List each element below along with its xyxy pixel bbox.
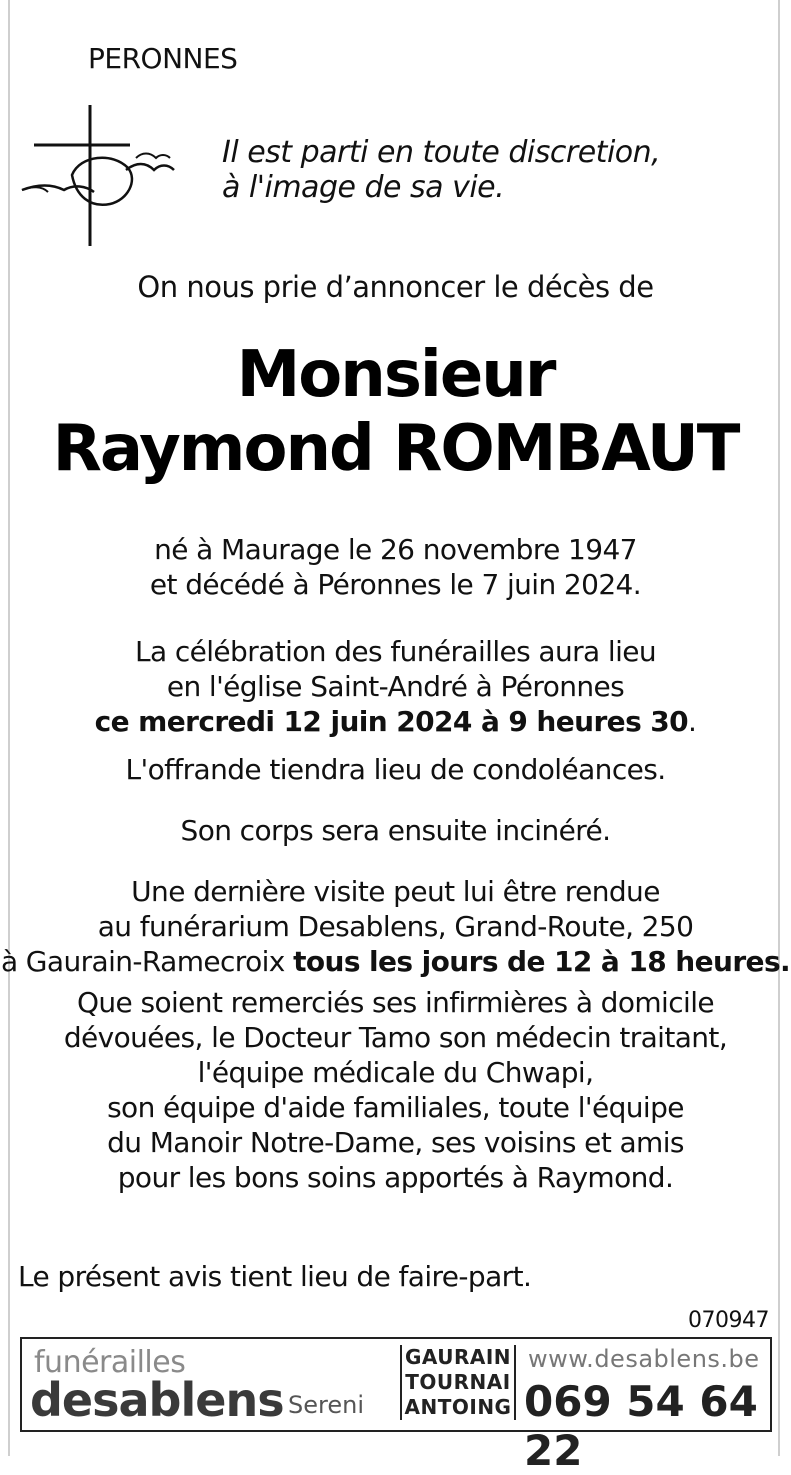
website-link[interactable]: www.desablens.be (528, 1345, 760, 1373)
visit-line-1: Une dernière visite peut lui être rendue (131, 875, 660, 908)
deceased-full-name: Raymond ROMBAUT (52, 412, 739, 486)
visit-hours: tous les jours de 12 à 18 heures. (293, 945, 791, 978)
thanks-line: son équipe d'aide familiales, toute l'équipe (107, 1091, 684, 1124)
birth-death-block (0, 532, 791, 602)
brand-tagline: funérailles (34, 1345, 186, 1380)
reference-number: 070947 (688, 1308, 769, 1333)
thanks-line: Que soient remerciés ses infirmières à domicile (76, 986, 715, 1019)
thanks-line: pour les bons soins apportés à Raymond. (117, 1161, 674, 1194)
city: GAURAIN (404, 1345, 512, 1369)
cremation-text: Son corps sera ensuite incinéré. (180, 814, 611, 847)
cities-list (400, 1345, 516, 1420)
deceased-title: Monsieur (236, 338, 555, 412)
birth-line: né à Maurage le 26 novembre 1947 (154, 533, 637, 566)
brand-sub: Sereni (288, 1391, 364, 1419)
epitaph-quote (222, 135, 660, 205)
cross-sun-birds-icon (18, 100, 178, 250)
thanks-line: l'équipe médicale du Chwapi, (197, 1056, 594, 1089)
thanks-line: dévouées, le Docteur Tamo son médecin traitant, (63, 1021, 728, 1054)
thanks-line: du Manoir Notre-Dame, ses voisins et amis (107, 1126, 684, 1159)
city: TOURNAI (405, 1370, 511, 1394)
funeral-home-banner (20, 1337, 772, 1475)
visit-line-3 (0, 944, 791, 979)
funeral-date: ce mercredi 12 juin 2024 à 9 heures 30 (94, 705, 689, 738)
visit-line-2: au funérarium Desablens, Grand-Route, 250 (97, 910, 694, 943)
announcement-text: On nous prie d’annoncer le décès de (137, 270, 654, 304)
deceased-name-block (0, 338, 791, 486)
quote-line: Il est parti en toute discretion, (222, 135, 661, 170)
death-line: et décédé à Péronnes le 7 juin 2024. (149, 568, 642, 601)
offering-text: L'offrande tiendra lieu de condoléances. (125, 753, 666, 786)
location-heading: PERONNES (88, 42, 238, 75)
funeral-block (0, 634, 791, 739)
funeral-line-2: en l'église Saint-André à Péronnes (166, 670, 625, 703)
quote-line: à l'image de sa vie. (222, 170, 505, 205)
funeral-date-suffix: . (688, 705, 697, 738)
brand-logo: desablens (30, 1373, 284, 1427)
funeral-date-line (0, 704, 791, 739)
funeral-line-1: La célébration des funérailles aura lieu (134, 635, 657, 668)
notice-text: Le présent avis tient lieu de faire-part. (18, 1260, 532, 1293)
visit-place: à Gaurain-Ramecroix (0, 945, 294, 978)
visit-block (0, 874, 791, 979)
thanks-block (0, 985, 791, 1195)
phone-number[interactable]: 069 54 64 22 (524, 1377, 758, 1475)
city: ANTOING (404, 1395, 512, 1419)
